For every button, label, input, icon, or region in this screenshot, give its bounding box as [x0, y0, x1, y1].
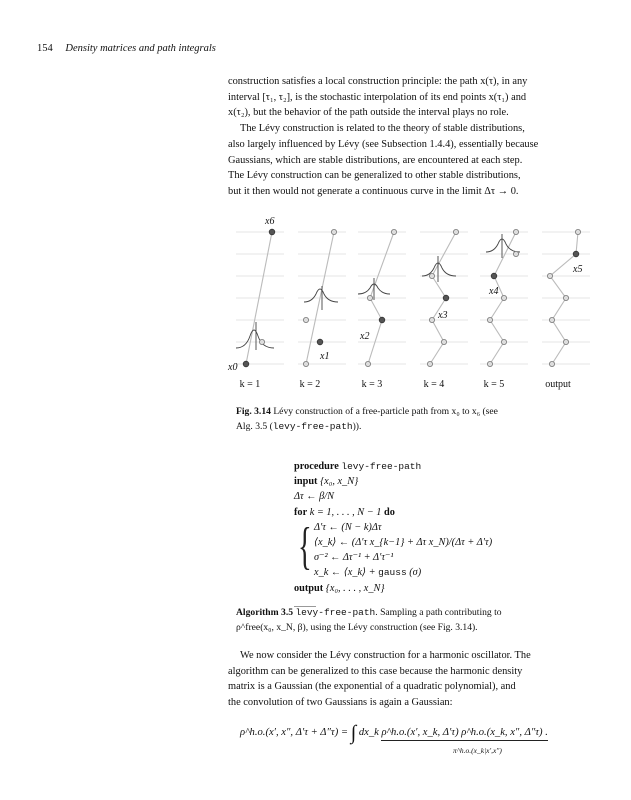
convolution-equation	[240, 722, 548, 755]
loop-body	[294, 517, 554, 581]
label-x2: x2	[360, 331, 370, 342]
gauss-code: gauss	[378, 567, 407, 579]
caption-text: )).	[352, 421, 362, 432]
algo-line: Δ′τ ← (N − k)Δτ	[314, 521, 382, 533]
caption-label: Fig. 3.14	[236, 406, 271, 417]
grid-lines	[236, 232, 590, 364]
text-line: algorithm can be generalized to this case because the harmonic density	[228, 665, 523, 677]
harmonic-text	[228, 648, 588, 711]
algo-caption-code: levy-free-path	[295, 607, 376, 618]
output-vals: {x₀, . . . , x_N}	[325, 582, 385, 594]
equation-dx: dx_k	[356, 727, 382, 738]
label-x3: x3	[438, 310, 448, 321]
keyword: do	[383, 506, 395, 518]
text-line: the convolution of two Gaussians is again a Gaussian:	[228, 697, 453, 709]
algo-line: Δτ ← β/N	[294, 491, 335, 503]
running-header	[37, 43, 216, 54]
text-line: but it then would not generate a continuous curve in the limit Δτ → 0.	[228, 185, 519, 197]
algo-line: σ⁻² ← Δτ⁻¹ + Δ′τ⁻¹	[314, 552, 394, 564]
text-line: x(τ₂), but the behavior of the path outside the interval plays no role.	[228, 107, 509, 119]
label-x1: x1	[320, 351, 330, 362]
text-line: also largely influenced by Lévy (see Subsection 1.4.4), essentially because	[228, 138, 539, 150]
caption-text: Alg. 3.5 (	[236, 421, 273, 432]
caption-text: Lévy construction of a free-particle path from x₀ to x₆ (see	[270, 406, 498, 417]
intro-text	[228, 74, 588, 200]
keyword: output	[294, 582, 324, 594]
text-line: Gaussians, which are stable distributions, are encountered at each step.	[228, 154, 523, 166]
figure-caption	[236, 404, 579, 434]
path-segments	[246, 232, 578, 364]
filled-points	[243, 229, 579, 367]
underbrace-label: π^h.o.(x_k|x′,x″)	[453, 746, 502, 755]
algorithm-block	[294, 459, 554, 607]
label-x6: x6	[265, 216, 275, 227]
caption-text: . Sampling a path contributing to	[375, 607, 502, 618]
panel-label-k4: k = 4	[423, 379, 445, 390]
levy-construction-figure	[224, 212, 596, 392]
procedure-name: levy-free-path	[341, 461, 422, 472]
algo-line: ⟨x_k⟩ ← (Δ′τ x_{k−1} + Δτ x_N)/(Δτ + Δ′τ)	[314, 536, 493, 548]
keyword: procedure	[294, 461, 339, 472]
panel-label-k5: k = 5	[483, 379, 505, 390]
text-line: matrix is a Gaussian (the exponential of a quadratic polynomial), and	[228, 681, 516, 693]
caption-code: levy-free-path	[272, 421, 353, 432]
text-line: The Lévy construction can be generalized to other stable distributions,	[228, 170, 521, 182]
caption-text: ρ^free(x₀, x_N, β), using the Lévy construction (see Fig. 3.14).	[236, 622, 478, 633]
page-number: 154	[37, 43, 53, 54]
text-line: construction satisfies a local construction principle: the path x(τ), in any	[228, 76, 528, 87]
chapter-title: Density matrices and path integrals	[65, 43, 216, 54]
text-line: The Lévy construction is related to the theory of stable distributions,	[240, 123, 525, 135]
label-x4: x4	[489, 286, 499, 297]
keyword: input	[294, 476, 318, 488]
integral-icon: ∫	[350, 722, 357, 744]
panel-label-output: output	[545, 379, 571, 390]
algo-line: (σ)	[406, 567, 422, 579]
for-range: k = 1, . . . , N − 1	[309, 506, 382, 518]
panel-label-k2: k = 2	[299, 379, 321, 390]
label-x0: x0	[228, 362, 238, 373]
equation-rhs: ρ^h.o.(x′, x_k, Δ′τ) ρ^h.o.(x_k, x″, Δ″τ) .	[381, 727, 547, 741]
equation-lhs: ρ^h.o.(x′, x″, Δ′τ + Δ″τ) =	[240, 727, 351, 738]
algo-caption-label: Algorithm 3.5	[236, 607, 294, 618]
panel-label-k3: k = 3	[361, 379, 383, 390]
brace-icon: {	[298, 517, 312, 575]
text-line: interval [τ₁, τ₂], is the stochastic interpolation of its end points x(τ₁) and	[228, 91, 527, 103]
point-labels	[227, 216, 582, 373]
input-vals: {x₀, x_N}	[320, 476, 359, 488]
keyword: for	[294, 506, 308, 518]
text-line: We now consider the Lévy construction for a harmonic oscillator. The	[240, 650, 531, 661]
panel-label-k1: k = 1	[239, 379, 261, 390]
panel-labels	[240, 379, 571, 390]
label-x5: x5	[573, 264, 583, 275]
algorithm-caption	[236, 605, 579, 635]
algo-line: x_k ← ⟨x_k⟩ +	[314, 567, 379, 579]
